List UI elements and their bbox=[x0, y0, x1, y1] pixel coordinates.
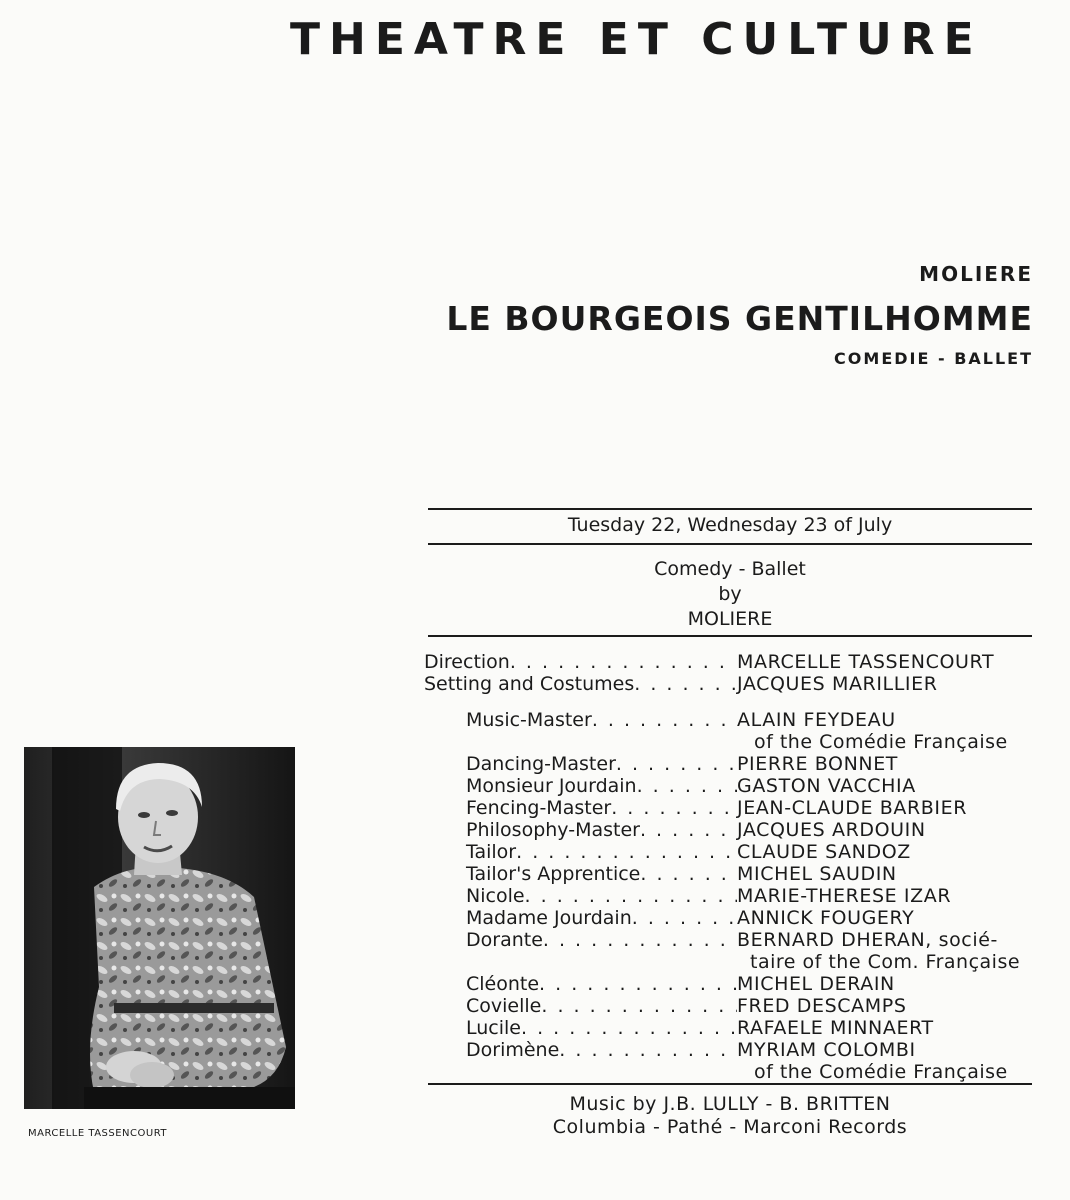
cast-role: Dorimène bbox=[466, 1039, 560, 1061]
credit-role: Direction bbox=[424, 651, 510, 673]
leader-dots bbox=[525, 885, 737, 907]
cast-note: taire of the Com. Française bbox=[750, 951, 1021, 973]
leader-dots bbox=[559, 1039, 737, 1061]
cast-role: Madame Jourdain bbox=[466, 907, 632, 929]
credit-name: MARCELLE TASSENCOURT bbox=[737, 651, 995, 673]
cast-name: BERNARD DHERAN, socié- bbox=[737, 929, 998, 951]
cast-name: FRED DESCAMPS bbox=[737, 995, 907, 1017]
portrait-illustration bbox=[24, 747, 295, 1109]
play-author: MOLIERE bbox=[919, 262, 1033, 286]
leader-dots bbox=[521, 1017, 737, 1039]
photo-caption: MARCELLE TASSENCOURT bbox=[28, 1128, 168, 1139]
cast-row bbox=[424, 907, 1039, 929]
cast-row bbox=[424, 1017, 1039, 1039]
cast-row bbox=[424, 709, 1039, 731]
cast-row bbox=[424, 775, 1039, 797]
cast-role: Covielle bbox=[466, 995, 542, 1017]
leader-dots bbox=[611, 797, 737, 819]
cast-name: JACQUES ARDOUIN bbox=[737, 819, 926, 841]
leader-dots bbox=[592, 709, 737, 731]
credit-row bbox=[424, 673, 1039, 695]
cast-role: Tailor's Apprentice bbox=[466, 863, 641, 885]
cast-name: JEAN-CLAUDE BARBIER bbox=[737, 797, 968, 819]
leader-dots bbox=[634, 673, 737, 695]
cast-role: Music-Master bbox=[466, 709, 592, 731]
cast-row bbox=[424, 819, 1039, 841]
cast-role: Nicole bbox=[466, 885, 525, 907]
cast-name: MICHEL DERAIN bbox=[737, 973, 895, 995]
cast-row bbox=[424, 973, 1039, 995]
cast-role: Philosophy-Master bbox=[466, 819, 640, 841]
leader-dots bbox=[539, 973, 737, 995]
cast-role: Dancing-Master bbox=[466, 753, 616, 775]
credits-list bbox=[424, 651, 1039, 1083]
leader-dots bbox=[632, 907, 737, 929]
cast-role: Cléonte bbox=[466, 973, 540, 995]
cast-name: MICHEL SAUDIN bbox=[737, 863, 897, 885]
leader-dots bbox=[640, 819, 737, 841]
leader-dots bbox=[637, 775, 737, 797]
divider bbox=[428, 543, 1032, 545]
performance-dates: Tuesday 22, Wednesday 23 of July bbox=[567, 514, 893, 536]
play-title: LE BOURGEOIS GENTILHOMME bbox=[446, 299, 1033, 338]
cast-name: RAFAELE MINNAERT bbox=[737, 1017, 934, 1039]
cast-role: Dorante bbox=[466, 929, 543, 951]
cast-row bbox=[424, 995, 1039, 1017]
credit-row bbox=[424, 651, 1039, 673]
description-line-1: Comedy - Ballet bbox=[654, 558, 806, 580]
leader-dots bbox=[616, 753, 737, 775]
records-credit: Columbia - Pathé - Marconi Records bbox=[552, 1116, 908, 1138]
credit-role: Setting and Costumes bbox=[424, 673, 635, 695]
leader-dots bbox=[516, 841, 737, 863]
cast-role: Monsieur Jourdain bbox=[466, 775, 637, 797]
cast-row bbox=[424, 929, 1039, 951]
portrait-photo bbox=[24, 747, 295, 1109]
play-genre: COMEDIE - BALLET bbox=[834, 349, 1033, 368]
cast-row bbox=[424, 885, 1039, 907]
cast-row bbox=[424, 797, 1039, 819]
cast-row bbox=[424, 1039, 1039, 1061]
cast-row bbox=[424, 841, 1039, 863]
page-title: THEATRE ET CULTURE bbox=[290, 14, 983, 65]
leader-dots bbox=[543, 929, 737, 951]
description-line-2: by bbox=[718, 583, 742, 605]
cast-name: GASTON VACCHIA bbox=[737, 775, 916, 797]
cast-name: CLAUDE SANDOZ bbox=[737, 841, 911, 863]
cast-role: Lucile bbox=[466, 1017, 521, 1039]
divider bbox=[428, 1083, 1032, 1085]
cast-name: ANNICK FOUGERY bbox=[737, 907, 915, 929]
cast-name: ALAIN FEYDEAU bbox=[737, 709, 896, 731]
divider bbox=[428, 508, 1032, 510]
leader-dots bbox=[541, 995, 737, 1017]
cast-note: of the Comédie Française bbox=[754, 1061, 1008, 1083]
cast-role: Fencing-Master bbox=[466, 797, 612, 819]
cast-row bbox=[424, 863, 1039, 885]
cast-row bbox=[424, 753, 1039, 775]
leader-dots bbox=[510, 651, 737, 673]
credit-name: JACQUES MARILLIER bbox=[737, 673, 938, 695]
cast-name: MYRIAM COLOMBI bbox=[737, 1039, 916, 1061]
music-credit: Music by J.B. LULLY - B. BRITTEN bbox=[569, 1093, 891, 1115]
divider bbox=[428, 635, 1032, 637]
cast-name: PIERRE BONNET bbox=[737, 753, 899, 775]
cast-role: Tailor bbox=[466, 841, 517, 863]
cast-name: MARIE-THERESE IZAR bbox=[737, 885, 952, 907]
cast-note: of the Comédie Française bbox=[754, 731, 1008, 753]
description-line-3: MOLIERE bbox=[687, 608, 773, 630]
leader-dots bbox=[640, 863, 737, 885]
